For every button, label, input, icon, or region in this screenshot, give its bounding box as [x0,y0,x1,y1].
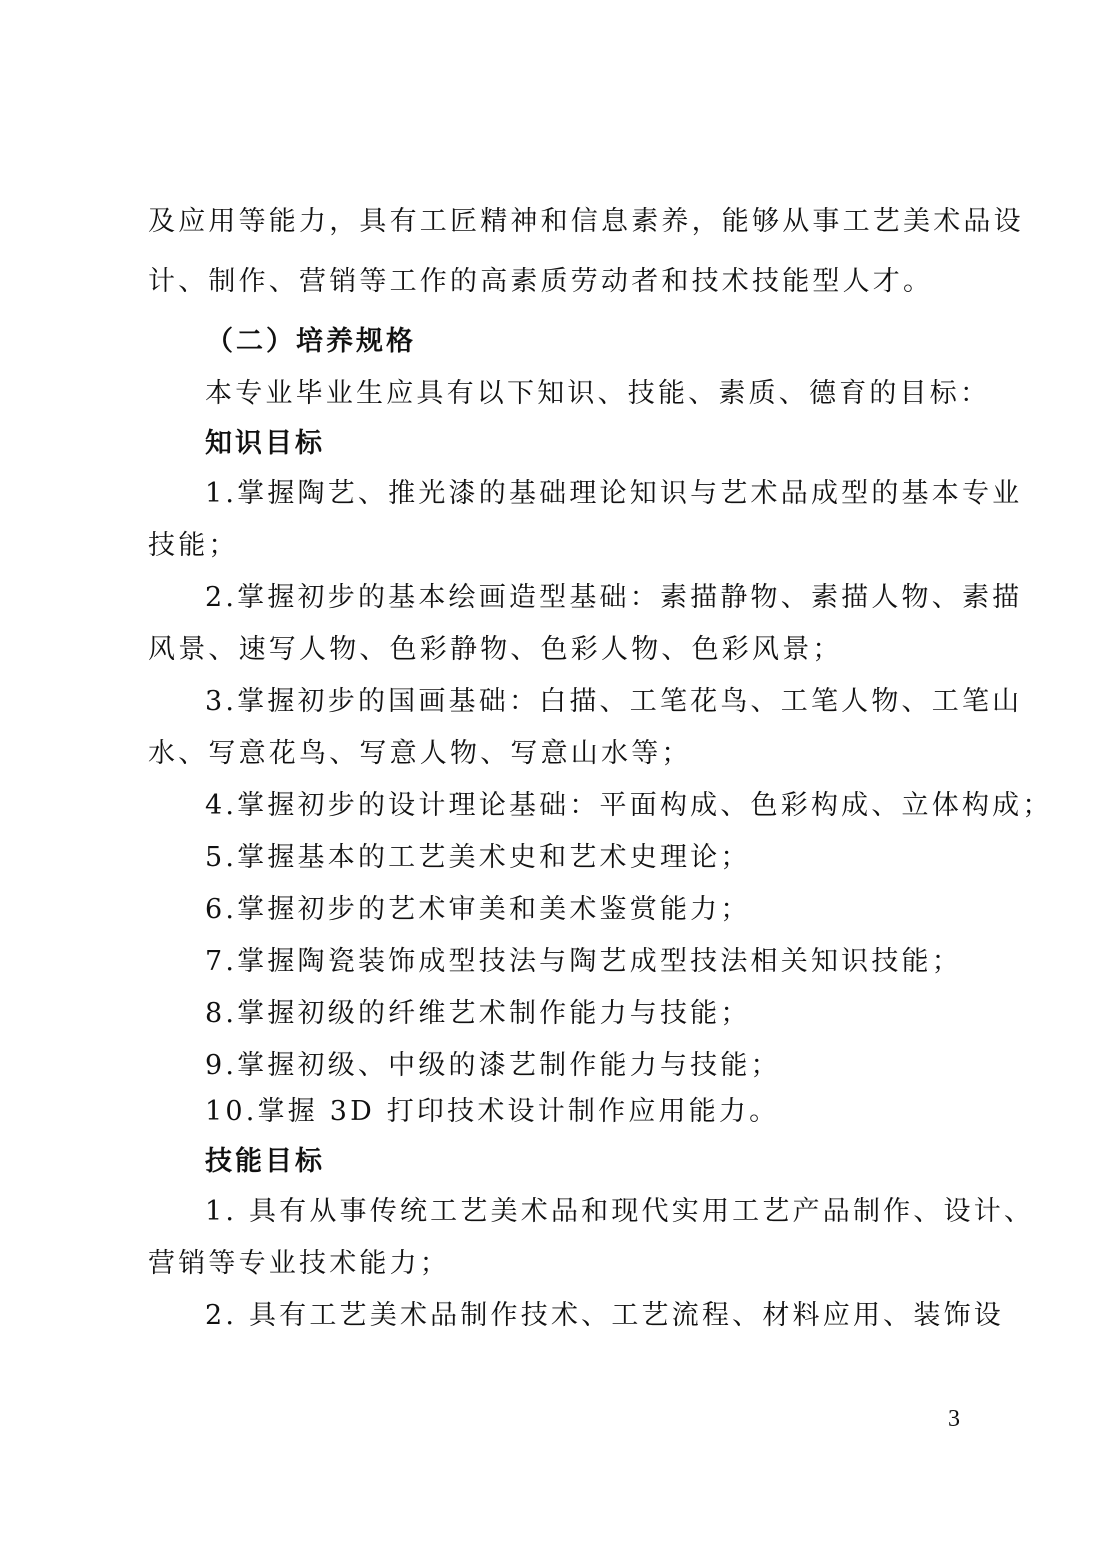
section-heading: （二）培养规格 [206,326,416,357]
page-number: 3 [948,1406,960,1432]
paragraph-line: 计、制作、营销等工作的高素质劳动者和技术技能型人才。 [148,266,934,297]
list-item-continuation: 技能； [148,530,239,561]
list-item: 1.掌握陶艺、推光漆的基础理论知识与艺术品成型的基本专业 [205,478,1023,509]
list-item-continuation: 水、写意花鸟、写意人物、写意山水等； [148,738,692,769]
list-item: 10.掌握 3D 打印技术设计制作应用能力。 [205,1096,780,1127]
list-item: 1. 具有从事传统工艺美术品和现代实用工艺产品制作、设计、 [205,1196,1035,1227]
list-item: 7.掌握陶瓷装饰成型技法与陶艺成型技法相关知识技能； [205,946,962,977]
list-item-continuation: 风景、速写人物、色彩静物、色彩人物、色彩风景； [148,634,843,665]
list-item: 3.掌握初步的国画基础：白描、工笔花鸟、工笔人物、工笔山 [205,686,1023,717]
list-item: 4.掌握初步的设计理论基础：平面构成、色彩构成、立体构成； [205,790,1053,821]
list-item-continuation: 营销等专业技术能力； [148,1248,450,1279]
list-item: 5.掌握基本的工艺美术史和艺术史理论； [205,842,751,873]
list-item: 6.掌握初步的艺术审美和美术鉴赏能力； [205,894,751,925]
paragraph-line: 及应用等能力，具有工匠精神和信息素养，能够从事工艺美术品设 [148,206,1024,237]
list-item: 2.掌握初步的基本绘画造型基础：素描静物、素描人物、素描 [205,582,1023,613]
subsection-heading-knowledge: 知识目标 [205,428,325,459]
paragraph-line: 本专业毕业生应具有以下知识、技能、素质、德育的目标： [205,378,991,409]
list-item: 8.掌握初级的纤维艺术制作能力与技能； [205,998,751,1029]
subsection-heading-skills: 技能目标 [205,1146,325,1177]
list-item: 2. 具有工艺美术品制作技术、工艺流程、材料应用、装饰设 [205,1300,1004,1331]
list-item: 9.掌握初级、中级的漆艺制作能力与技能； [205,1050,781,1081]
